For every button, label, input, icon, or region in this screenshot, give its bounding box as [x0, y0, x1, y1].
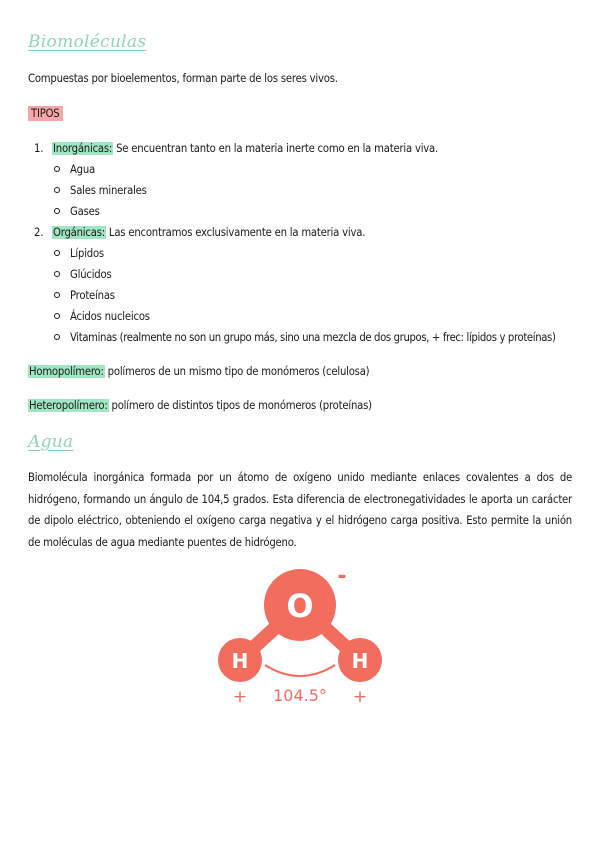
list-item	[54, 310, 150, 324]
homopolimero-desc: polímeros de un mismo tipo de monómeros (celulosa)	[104, 365, 370, 378]
homopolimero-term: Homopolímero:	[29, 365, 104, 378]
list-item-text: Sales minerales	[70, 184, 147, 197]
tipos-highlight: TIPOS	[28, 106, 63, 121]
hydrogen-left-label: H	[231, 649, 249, 673]
water-molecule-diagram	[210, 565, 410, 715]
type-item-inorganicas	[34, 142, 438, 156]
agua-title: Agua	[28, 432, 74, 452]
circle-bullet-icon	[54, 208, 60, 214]
tipos-label	[28, 107, 63, 121]
oxygen-label: O	[286, 587, 314, 625]
list-item	[54, 247, 104, 261]
list-item	[54, 331, 556, 345]
type-number: 1.	[34, 142, 44, 155]
list-item	[54, 163, 95, 177]
homopolimero-definition	[28, 365, 369, 379]
list-item-text: Gases	[70, 205, 100, 218]
circle-bullet-icon	[54, 334, 60, 340]
heteropolimero-term: Heteropolímero:	[29, 399, 108, 412]
list-item-text: Vitaminas (realmente no son un grupo más, sino una mezcla de dos grupos, + frec: lípidos y proteínas)	[70, 331, 556, 344]
type-number: 2.	[34, 226, 44, 239]
type-description: Se encuentran tanto en la materia inerte como en la materia viva.	[113, 142, 439, 155]
page-title: Biomoléculas	[28, 32, 147, 52]
hydrogen-right-label: H	[351, 649, 369, 673]
heteropolimero-definition	[28, 399, 372, 413]
intro-text: Compuestas por bioelementos, forman parte de los seres vivos.	[28, 72, 338, 85]
circle-bullet-icon	[54, 271, 60, 277]
agua-paragraph: Biomolécula inorgánica formada por un átomo de oxígeno unido mediante enlaces covalentes a dos de hidrógeno, formando un ángulo de 104,5 grados. Esta diferencia de electronegatividades le aporta un carácter de dipolo eléctrico, obteniendo el oxígeno carga negativa y el hidrógeno carga positiva. Esto permite la unión de moléculas de agua mediante puentes de hidrógeno.	[28, 471, 572, 549]
circle-bullet-icon	[54, 250, 60, 256]
angle-arc	[265, 665, 335, 676]
type-description: Las encontramos exclusivamente en la materia viva.	[105, 226, 366, 239]
bond-angle-label: 104.5°	[273, 686, 327, 705]
heteropolimero-desc: polímero de distintos tipos de monómeros (proteínas)	[108, 399, 372, 412]
positive-charge-right: +	[352, 687, 368, 707]
circle-bullet-icon	[54, 313, 60, 319]
list-item	[54, 268, 112, 282]
list-item	[54, 205, 100, 219]
list-item	[54, 289, 115, 303]
list-item-text: Ácidos nucleicos	[70, 310, 150, 323]
list-item-text: Agua	[70, 163, 96, 176]
negative-charge: -	[337, 565, 347, 589]
circle-bullet-icon	[54, 166, 60, 172]
type-item-organicas	[34, 226, 365, 240]
positive-charge-left: +	[232, 687, 248, 707]
list-item-text: Glúcidos	[70, 268, 112, 281]
list-item-text: Proteínas	[70, 289, 115, 302]
type-term: Orgánicas:	[53, 226, 105, 239]
type-term: Inorgánicas:	[53, 142, 113, 155]
list-item	[54, 184, 147, 198]
list-item-text: Lípidos	[70, 247, 104, 260]
circle-bullet-icon	[54, 187, 60, 193]
circle-bullet-icon	[54, 292, 60, 298]
